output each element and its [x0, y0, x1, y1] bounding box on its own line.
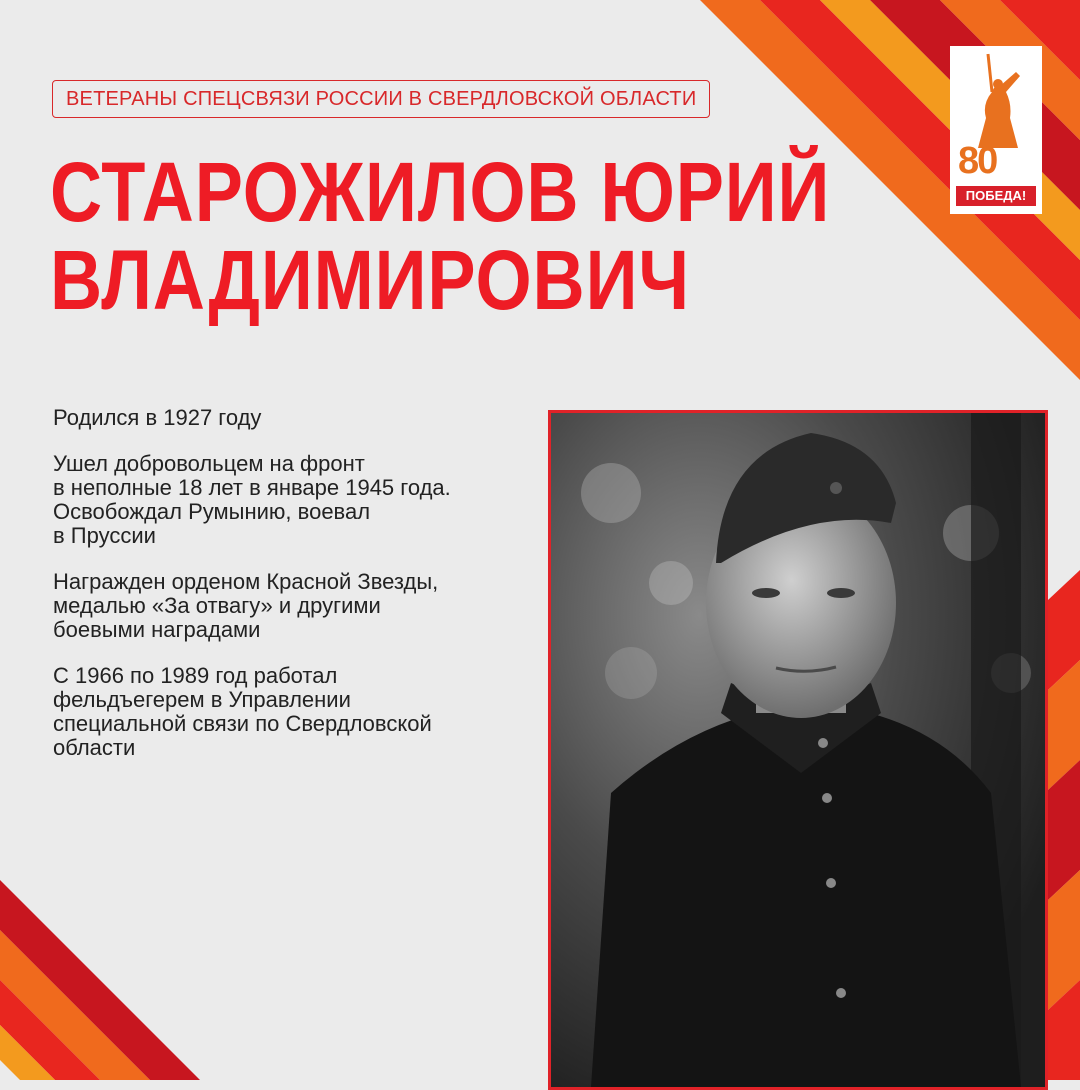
person-name-line-1: СТАРОЖИЛОВ ЮРИЙ — [50, 145, 831, 239]
bio-paragraph-career: С 1966 по 1989 год работал фельдъегерем в Управлении специальной связи по Свердловской области — [53, 663, 432, 760]
person-name — [50, 145, 831, 327]
bio-paragraph-front: Ушел добровольцем на фронт в неполные 18 лет в январе 1945 года. Освобождал Румынию, воевал в Пруссии — [53, 451, 451, 548]
victory-80-badge — [950, 46, 1042, 214]
organization-label: ВЕТЕРАНЫ СПЕЦСВЯЗИ РОССИИ В СВЕРДЛОВСКОЙ ОБЛАСТИ — [52, 80, 710, 118]
badge-number: 80 — [958, 140, 997, 182]
bio-paragraph-awards: Награжден орденом Красной Звезды, медалью «За отвагу» и другими боевыми наградами — [53, 569, 439, 642]
badge-label: ПОБЕДА! — [956, 186, 1036, 206]
soldier-portrait-photo — [548, 410, 1048, 1090]
biography — [53, 406, 523, 782]
bio-paragraph-birth: Родился в 1927 году — [53, 405, 262, 430]
motherland-calls-statue-icon — [956, 52, 1036, 148]
person-name-line-2: ВЛАДИМИРОВИЧ — [50, 233, 690, 327]
